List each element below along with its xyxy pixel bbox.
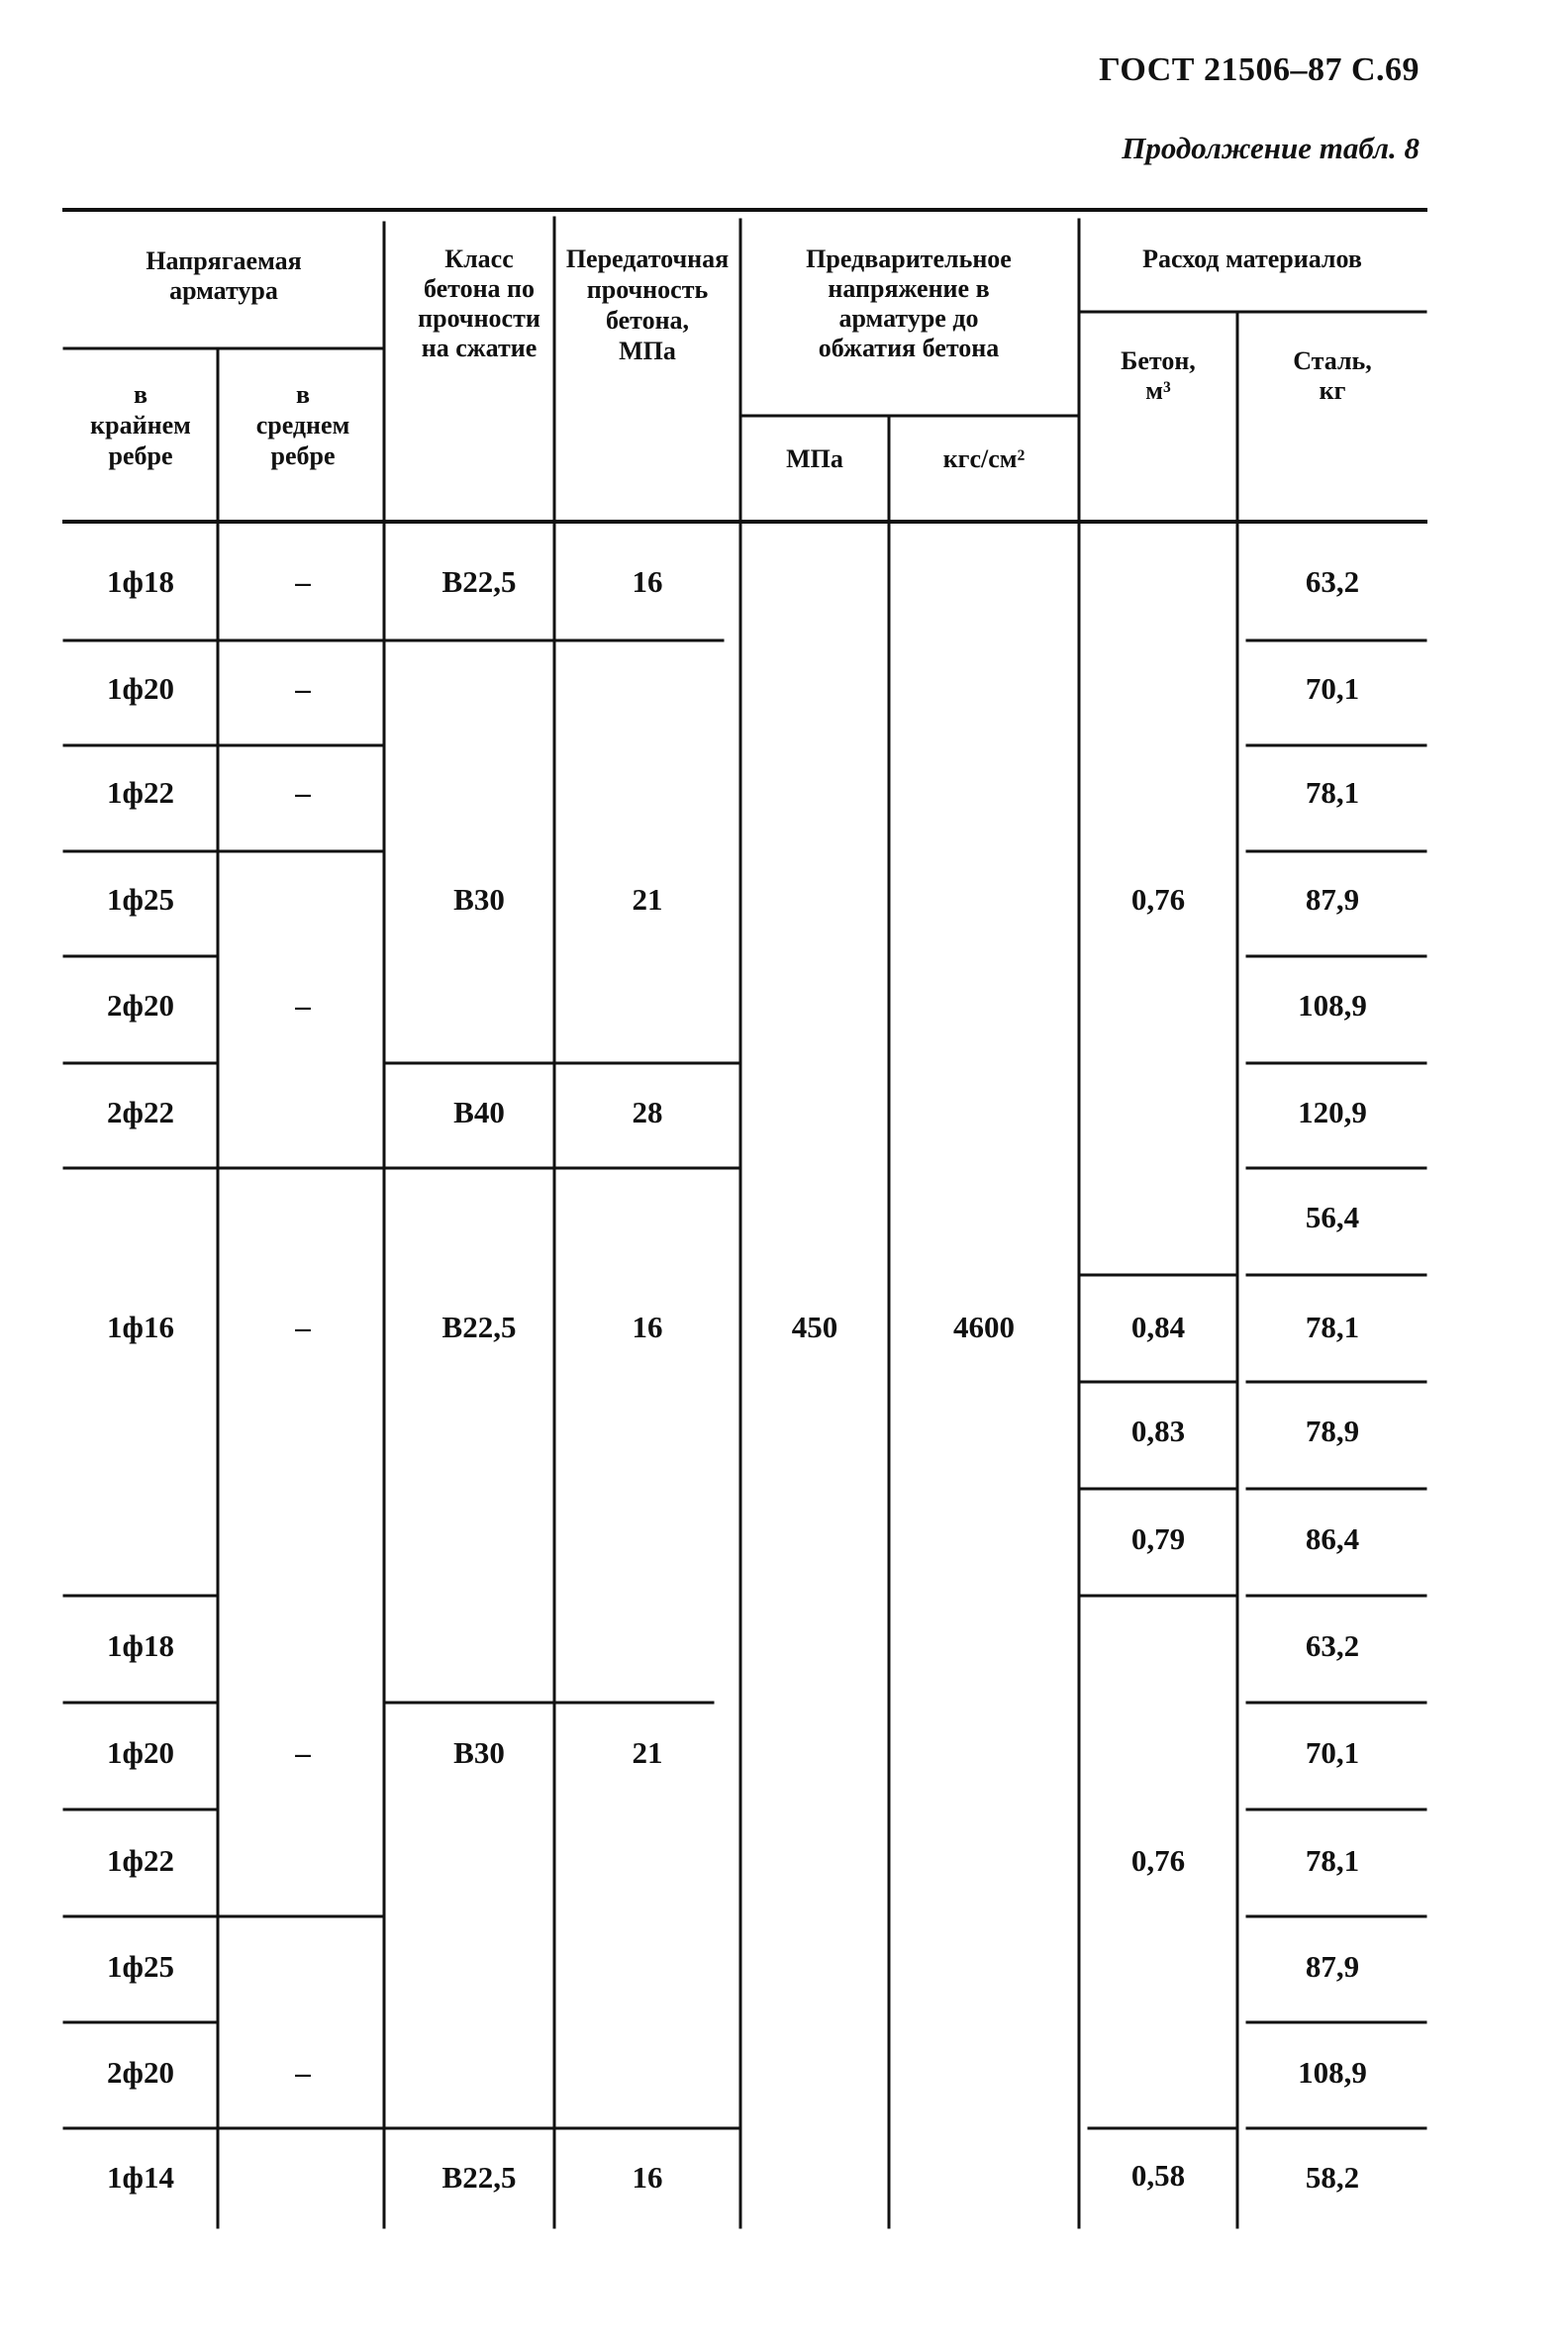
- transfer-strength-cell: 16: [632, 1310, 663, 1344]
- table-rules: [64, 210, 1425, 2227]
- header-middle-rib: в среднем ребре: [255, 380, 350, 470]
- concrete-class-cell: В22,5: [441, 1310, 517, 1344]
- prestress-mpa-cell: 450: [791, 1310, 838, 1344]
- steel-mass-cell: 108,9: [1298, 988, 1367, 1023]
- steel-mass-cell: 78,1: [1305, 1310, 1360, 1344]
- outer-rib-cell: 2ф20: [107, 2055, 174, 2090]
- prestress-kgf-cell: 4600: [953, 1310, 1015, 1344]
- middle-rib-cell: –: [295, 988, 311, 1023]
- transfer-strength-cell: 16: [632, 2160, 663, 2195]
- table-caption: Продолжение табл. 8: [1122, 131, 1420, 165]
- steel-mass-cell: 78,1: [1305, 775, 1360, 810]
- header-steel-mass: Сталь, кг: [1293, 346, 1372, 405]
- concrete-volume-cell: 0,76: [1130, 1843, 1186, 1878]
- outer-rib-cell: 1ф20: [107, 671, 174, 706]
- transfer-strength-cell: 16: [632, 564, 663, 599]
- outer-rib-cell: 1ф25: [107, 882, 174, 917]
- steel-mass-cell: 78,1: [1305, 1843, 1360, 1878]
- transfer-strength-cell: 28: [632, 1095, 663, 1129]
- outer-rib-cell: 2ф22: [107, 1095, 174, 1129]
- steel-mass-cell: 63,2: [1305, 1628, 1360, 1663]
- concrete-volume-cell: 0,83: [1130, 1414, 1186, 1448]
- steel-mass-cell: 56,4: [1305, 1200, 1360, 1234]
- outer-rib-cell: 1ф20: [107, 1735, 174, 1770]
- concrete-class-cell: В40: [453, 1095, 505, 1129]
- steel-mass-cell: 87,9: [1305, 1949, 1360, 1984]
- concrete-class-cell: В30: [453, 882, 505, 917]
- outer-rib-cell: 1ф25: [107, 1949, 174, 1984]
- steel-mass-cell: 87,9: [1305, 882, 1360, 917]
- header-outer-rib: в крайнем ребре: [90, 380, 191, 470]
- concrete-class-cell: В22,5: [441, 2160, 517, 2195]
- outer-rib-cell: 1ф18: [107, 564, 174, 599]
- outer-rib-cell: 2ф20: [107, 988, 174, 1023]
- middle-rib-cell: –: [295, 775, 311, 810]
- steel-mass-cell: 70,1: [1305, 1735, 1360, 1770]
- middle-rib-cell: –: [295, 2055, 311, 2090]
- page-reference: ГОСТ 21506–87 С.69: [1099, 51, 1420, 88]
- header-concrete-volume: Бетон, м³: [1121, 346, 1196, 405]
- middle-rib-cell: –: [295, 564, 311, 599]
- concrete-class-cell: В22,5: [441, 564, 517, 599]
- concrete-volume-cell: 0,84: [1130, 1310, 1186, 1344]
- transfer-strength-cell: 21: [632, 882, 663, 917]
- steel-mass-cell: 86,4: [1305, 1521, 1360, 1556]
- steel-mass-cell: 70,1: [1305, 671, 1360, 706]
- concrete-volume-cell: 0,79: [1130, 1521, 1186, 1556]
- concrete-class-cell: В30: [453, 1735, 505, 1770]
- header-prestress-mpa: МПа: [786, 444, 843, 473]
- middle-rib-cell: –: [295, 1310, 311, 1344]
- outer-rib-cell: 1ф16: [107, 1310, 174, 1344]
- outer-rib-cell: 1ф22: [107, 1843, 174, 1878]
- header-concrete-class: Класс бетона по прочности на сжатие: [418, 244, 540, 362]
- middle-rib-cell: –: [295, 671, 311, 706]
- steel-mass-cell: 58,2: [1305, 2160, 1360, 2195]
- header-transfer-strength: Передаточная прочность бетона, МПа: [565, 244, 730, 365]
- header-materials: Расход материалов: [1142, 244, 1362, 273]
- concrete-volume-cell: 0,76: [1130, 882, 1186, 917]
- middle-rib-cell: –: [295, 1735, 311, 1770]
- outer-rib-cell: 1ф14: [107, 2160, 174, 2195]
- steel-mass-cell: 78,9: [1305, 1414, 1360, 1448]
- concrete-volume-cell: 0,58: [1130, 2158, 1186, 2193]
- header-tendon-reinforcement: Напрягаемая арматура: [146, 246, 302, 305]
- steel-mass-cell: 63,2: [1305, 564, 1360, 599]
- steel-mass-cell: 120,9: [1298, 1095, 1367, 1129]
- outer-rib-cell: 1ф18: [107, 1628, 174, 1663]
- outer-rib-cell: 1ф22: [107, 775, 174, 810]
- transfer-strength-cell: 21: [632, 1735, 663, 1770]
- table-body: [107, 564, 1367, 2195]
- header-prestress: Предварительное напряжение в арматуре до обжатия бетона: [806, 244, 1012, 362]
- table-header: [90, 244, 1372, 473]
- steel-mass-cell: 108,9: [1298, 2055, 1367, 2090]
- header-prestress-kgf: кгс/см²: [942, 444, 1026, 473]
